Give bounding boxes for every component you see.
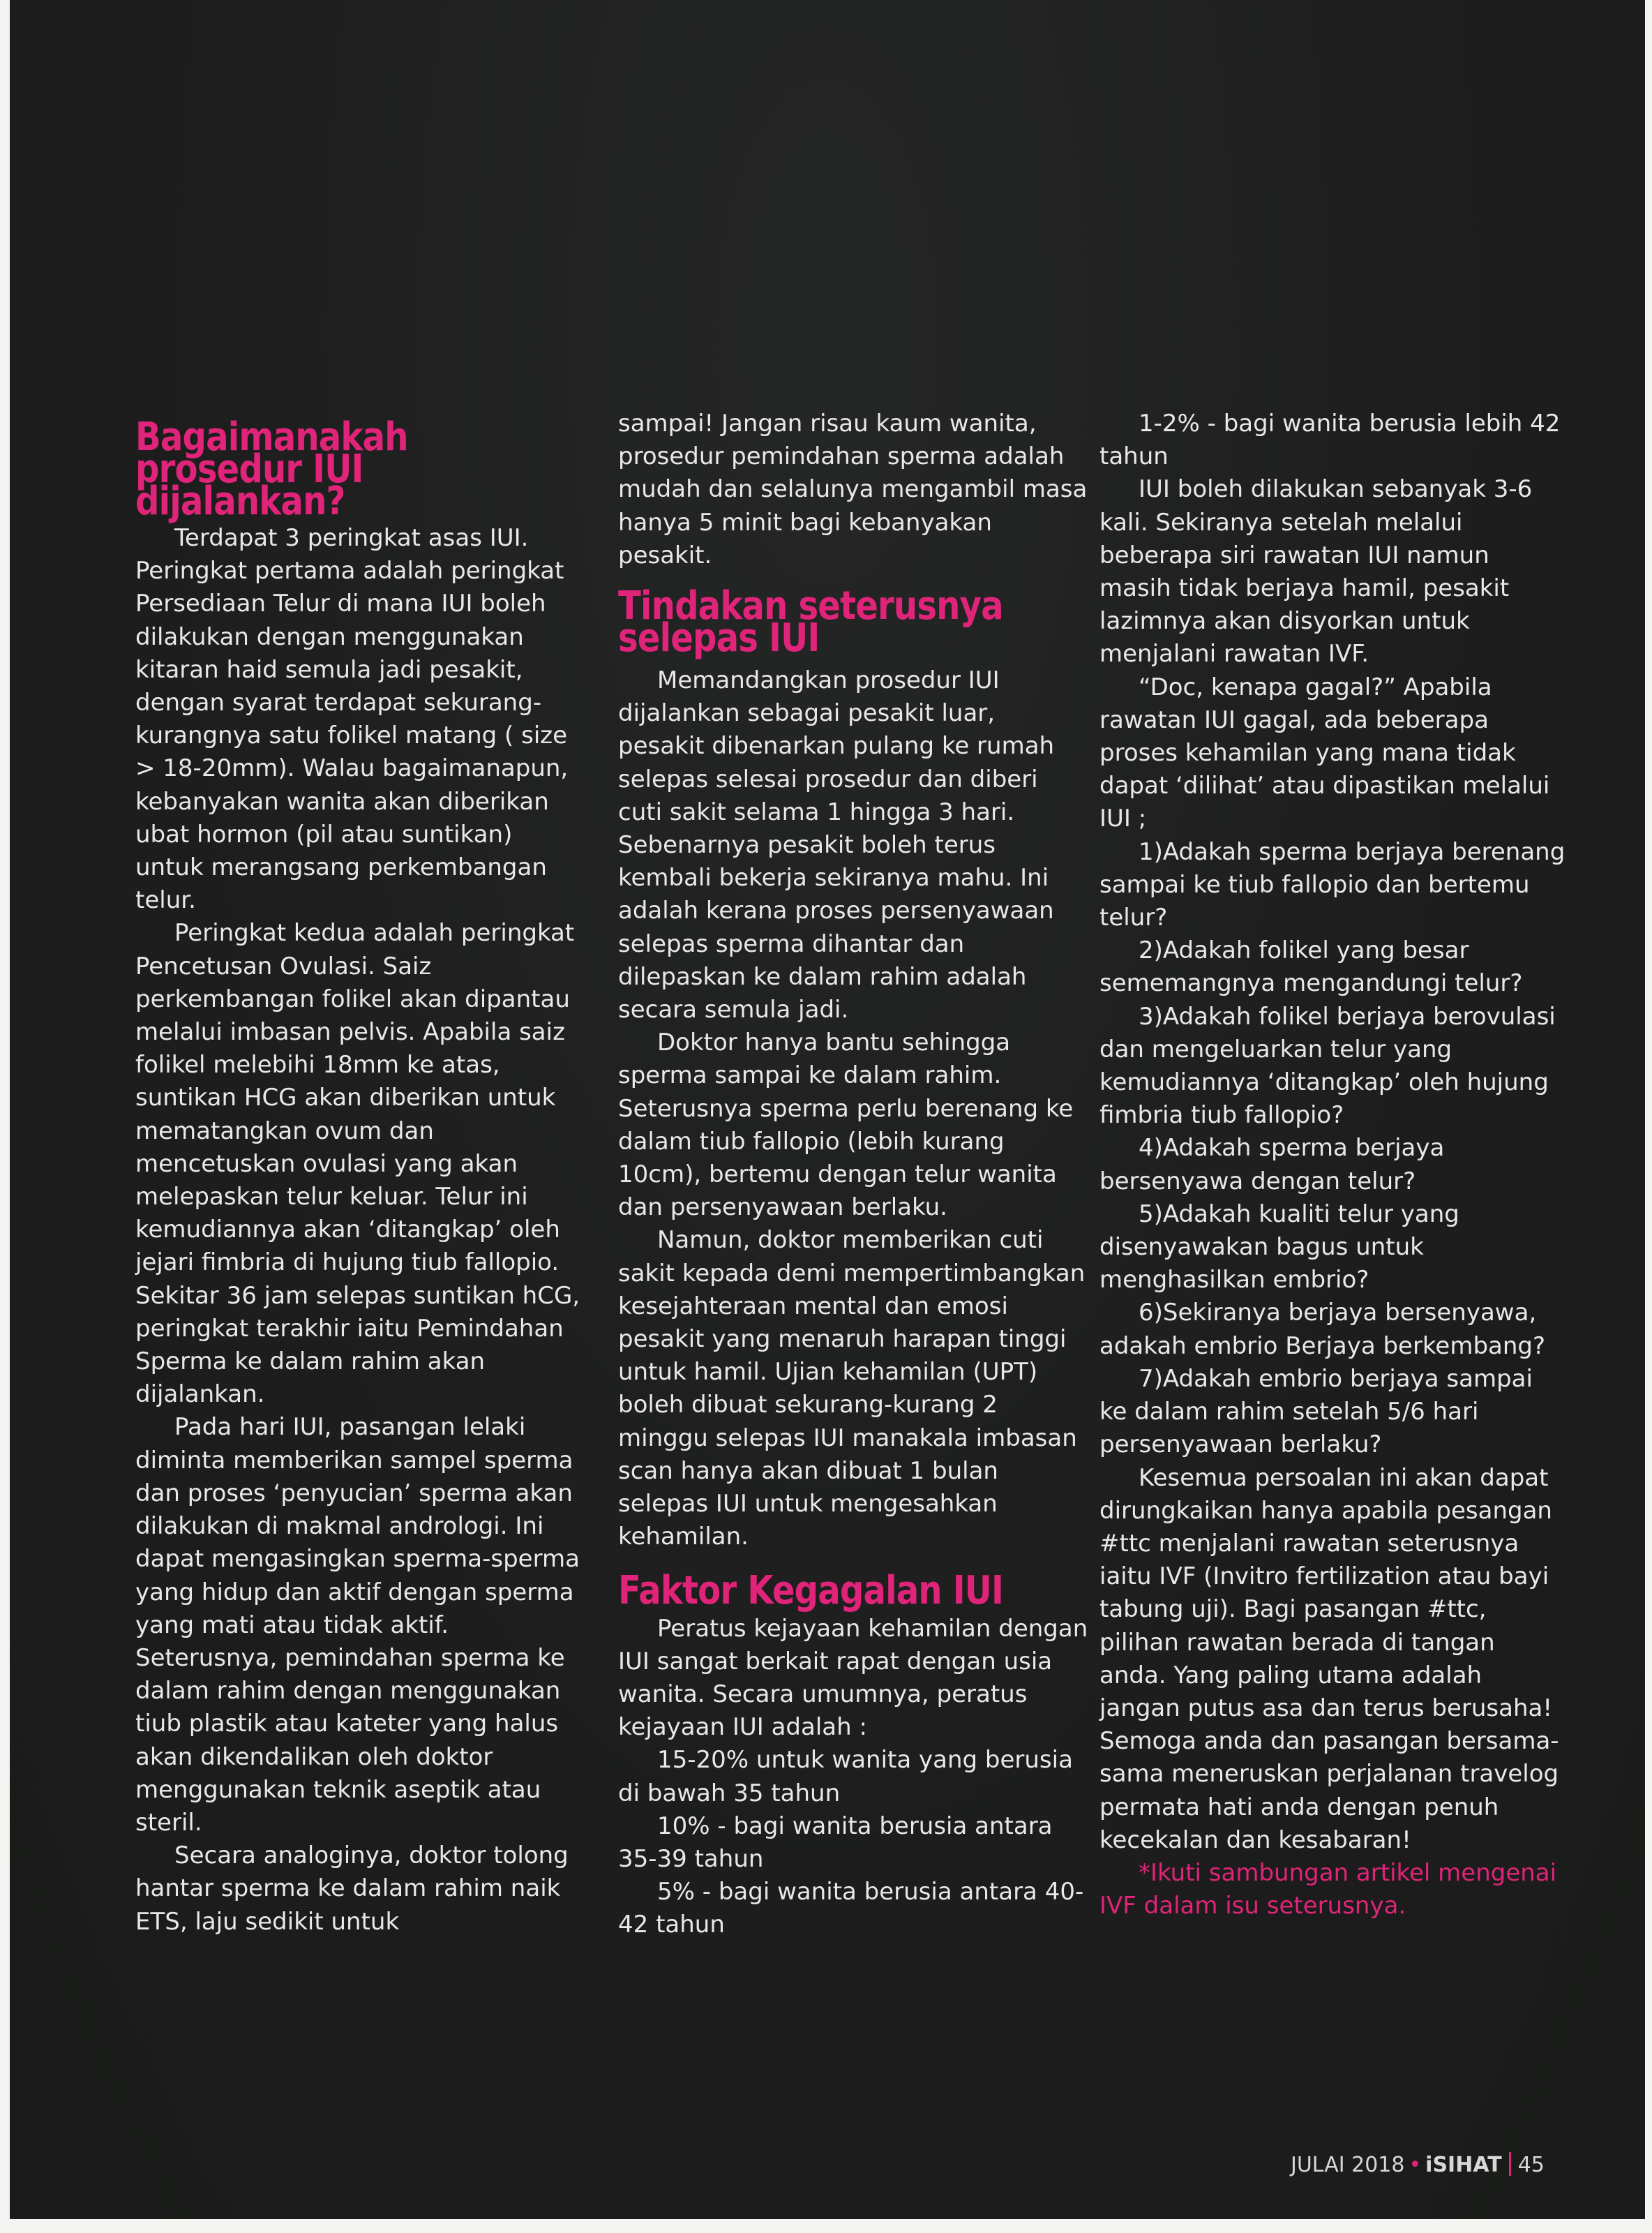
body-paragraph: Peratus kejayaan kehamilan dengan IUI sangat berkait rapat dengan usia wanita. Secara umumnya, peratus kejayaan IUI adalah : bbox=[618, 1614, 1088, 1742]
success-rate-item: 5% - bagi wanita berusia antara 40-42 tahun bbox=[618, 1878, 1084, 1939]
article-column-1 bbox=[135, 408, 582, 1939]
question-item: 4)Adakah sperma berjaya bersenyawa dengan telur? bbox=[1099, 1134, 1445, 1195]
question-item: 6)Sekiranya berjaya bersenyawa, adakah embrio Berjaya berkembang? bbox=[1099, 1299, 1546, 1360]
body-paragraph: Peringkat kedua adalah peringkat Pencetusan Ovulasi. Saiz perkembangan folikel akan dipantau melalui imbasan pelvis. Apabila saiz folikel melebihi 18mm ke atas, suntikan HCG akan diberikan untuk mematangkan ovum dan mencetuskan ovulasi yang akan melepaskan telur keluar. Telur ini kemudiannya akan ‘ditangkap’ oleh jejari fimbria di hujung tiub fallopio. Sekitar 36 jam selepas suntikan hCG, peringkat terakhir iaitu Pemindahan Sperma ke dalam rahim akan dijalankan. bbox=[135, 919, 580, 1409]
continuation-note: *Ikuti sambungan artikel mengenai IVF dalam isu seterusnya. bbox=[1099, 1858, 1557, 1920]
success-rate-item: 15-20% untuk wanita yang berusia di bawah 35 tahun bbox=[618, 1746, 1073, 1807]
magazine-name: iSIHAT bbox=[1425, 2153, 1502, 2177]
heading-line: Tindakan seterusnya bbox=[618, 583, 1003, 629]
heading-line: selepas IUI bbox=[618, 615, 820, 662]
question-item: 3)Adakah folikel berjaya berovulasi dan mengeluarkan telur yang kemudiannya ‘ditangkap’ oleh hujung fimbria tiub fallopio? bbox=[1099, 1002, 1556, 1130]
page-footer bbox=[1291, 2152, 1545, 2177]
success-rate-item: 1-2% - bagi wanita berusia lebih 42 tahun bbox=[1099, 410, 1561, 471]
bullet-separator: • bbox=[1409, 2153, 1422, 2177]
question-item: 2)Adakah folikel yang besar sememangnya mengandungi telur? bbox=[1099, 936, 1523, 998]
section-heading-prosedur bbox=[135, 408, 519, 524]
page-number: 45 bbox=[1517, 2153, 1545, 2177]
body-paragraph: Kesemua persoalan ini akan dapat dirungkaikan hanya apabila pesangan #ttc menjalani rawatan seterusnya iaitu IVF (Invitro fertilization atau bayi tabung uji). Bagi pasangan #ttc, pilihan rawatan berada di tangan anda. Yang paling utama adalah jangan putus asa dan terus berusaha! Semoga anda dan pasangan bersama-sama meneruskan perjalanan travelog permata hati anda dengan penuh kecekalan dan kesabaran! bbox=[1099, 1463, 1559, 1854]
article-column-3 bbox=[1099, 408, 1565, 1922]
body-paragraph: Namun, doktor memberikan cuti sakit kepada demi mempertimbangkan kesejahteraan mental dan emosi pesakit yang menaruh harapan tinggi untuk hamil. Ujian kehamilan (UPT) boleh dibuat sekurang-kurang 2 minggu selepas IUI manakala imbasan scan hanya akan dibuat 1 bulan selepas IUI untuk mengesahkan kehamilan. bbox=[618, 1226, 1086, 1551]
body-paragraph: Doktor hanya bantu sehingga sperma sampai ke dalam rahim. Seterusnya sperma perlu berenang ke dalam tiub fallopio (lebih kurang 10cm), bertemu dengan telur wanita dan persenyawaan berlaku. bbox=[618, 1029, 1074, 1222]
heading-line: Bagaimanakah bbox=[135, 415, 408, 460]
magazine-page bbox=[10, 0, 1645, 2219]
success-rate-item: 10% - bagi wanita berusia antara 35-39 tahun bbox=[618, 1812, 1053, 1873]
body-paragraph: sampai! Jangan risau kaum wanita, prosedur pemindahan sperma adalah mudah dan selalunya mengambil masa hanya 5 minit bagi kebanyakan pesakit. bbox=[618, 410, 1088, 569]
section-heading-faktor: Faktor Kegagalan IUI bbox=[618, 1567, 1004, 1613]
body-paragraph: Pada hari IUI, pasangan lelaki diminta memberikan sampel sperma dan proses ‘penyucian’ sperma akan dilakukan di makmal andrologi. Ini dapat mengasingkan sperma-sperma yang hidup dan aktif dengan sperma yang mati atau tidak aktif. Seterusnya, pemindahan sperma ke dalam rahim dengan menggunakan tiub plastik atau kateter yang halus akan dikendalikan oleh doktor menggunakan teknik aseptik atau steril. bbox=[135, 1413, 580, 1837]
body-paragraph: Memandangkan prosedur IUI dijalankan sebagai pesakit luar, pesakit dibenarkan pulang ke rumah selepas selesai prosedur dan diberi cuti sakit selama 1 hingga 3 hari. Sebenarnya pesakit boleh terus kembali bekerja sekiranya mahu. Ini adalah kerana proses persenyawaan selepas sperma dihantar dan dilepaskan ke dalam rahim adalah secara semula jadi. bbox=[618, 666, 1055, 1024]
question-item: 5)Adakah kualiti telur yang disenyawakan bagus untuk menghasilkan embrio? bbox=[1099, 1200, 1459, 1294]
question-item: 1)Adakah sperma berjaya berenang sampai ke tiub fallopio dan bertemu telur? bbox=[1099, 837, 1565, 932]
issue-date: JULAI 2018 bbox=[1291, 2153, 1405, 2177]
article-column-2 bbox=[618, 408, 1088, 1942]
footer-divider bbox=[1509, 2152, 1511, 2176]
body-paragraph: “Doc, kenapa gagal?” Apabila rawatan IUI gagal, ada beberapa proses kehamilan yang mana tidak dapat ‘dilihat’ atau dipastikan melalui IUI ; bbox=[1099, 673, 1550, 833]
body-paragraph: Terdapat 3 peringkat asas IUI. Peringkat pertama adalah peringkat Persediaan Telur di mana IUI boleh dilakukan dengan menggunakan kitaran haid semula jadi pesakit, dengan syarat terdapat sekurang-kurangnya satu folikel matang ( size > 18-20mm). Walau bagaimanapun, kebanyakan wanita akan diberikan ubat hormon (pil atau suntikan) untuk merangsang perkembangan telur. bbox=[135, 524, 569, 915]
question-item: 7)Adakah embrio berjaya sampai ke dalam rahim setelah 5/6 hari persenyawaan berlaku? bbox=[1099, 1364, 1533, 1459]
heading-line: dijalankan? bbox=[135, 479, 345, 524]
body-paragraph: Secara analoginya, doktor tolong hantar sperma ke dalam rahim naik ETS, laju sedikit untuk bbox=[135, 1842, 569, 1936]
heading-line: prosedur IUI bbox=[135, 447, 363, 492]
body-paragraph: IUI boleh dilakukan sebanyak 3-6 kali. Sekiranya setelah melalui beberapa siri rawatan IUI namun masih tidak berjaya hamil, pesakit lazimnya akan disyorkan untuk menjalani rawatan IVF. bbox=[1099, 475, 1533, 669]
section-heading-tindakan bbox=[618, 583, 1023, 662]
